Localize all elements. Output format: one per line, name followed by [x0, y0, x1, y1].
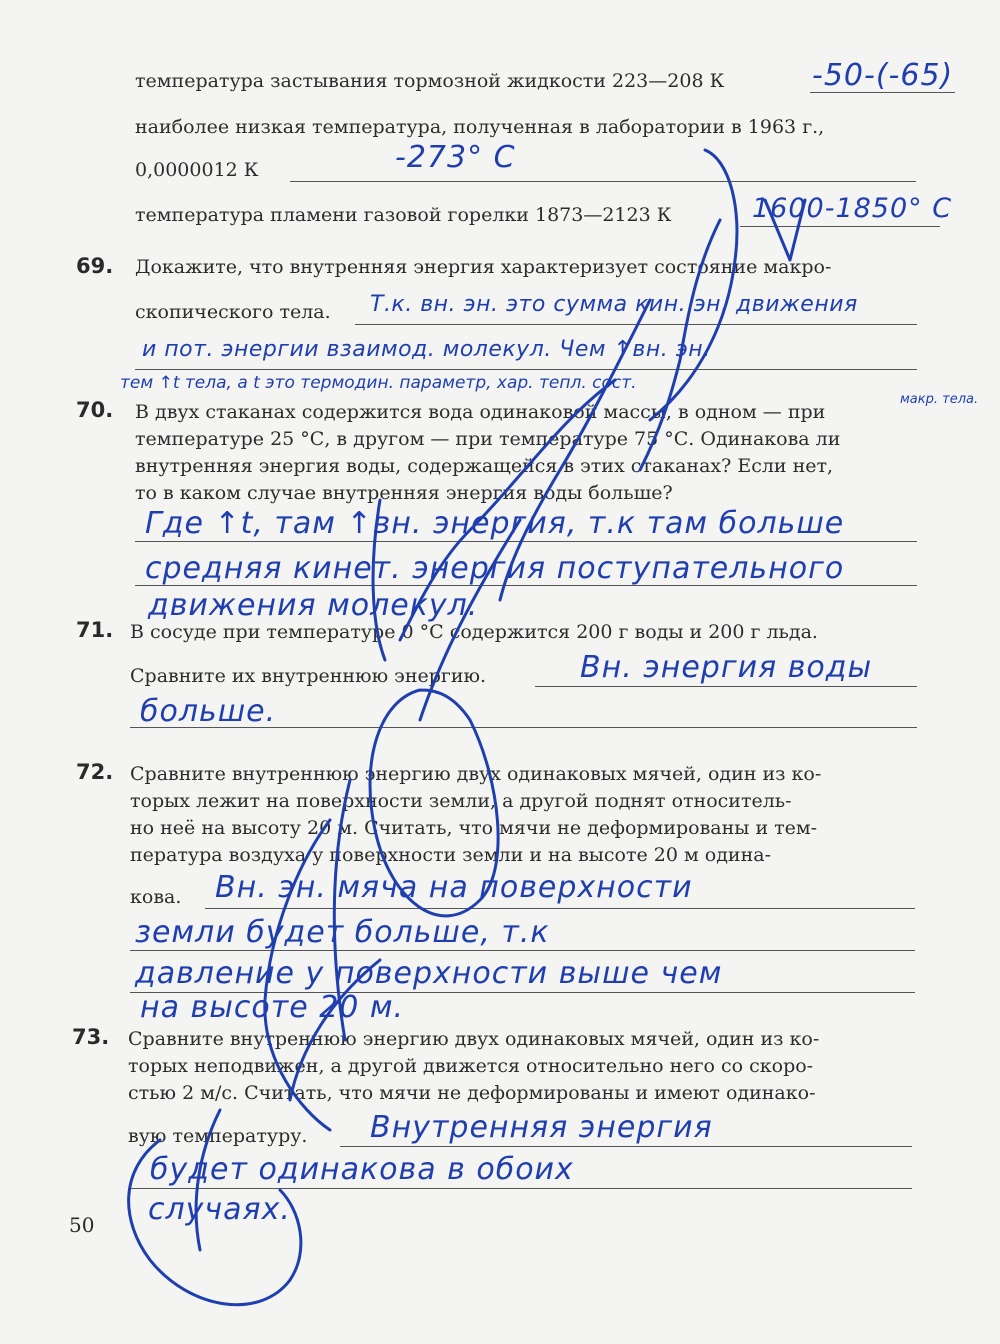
task-line: температуре 25 °С, в другом — при температуре 75 °С. Одинакова ли: [135, 428, 841, 450]
task-line: Сравните внутреннюю энергию двух одинаковых мячей, один из ко-: [130, 763, 822, 785]
task-number: 70.: [76, 398, 114, 422]
handwritten-answer: земли будет больше, т.к: [135, 915, 550, 950]
task-line: пература воздуха у поверхности земли и на высоте 20 м одина-: [130, 844, 772, 866]
task-line: кова.: [130, 886, 182, 908]
handwritten-answer: Внутренняя энергия: [370, 1110, 713, 1145]
handwritten-answer: Т.к. вн. эн. это сумма кин. эн. движения: [370, 292, 858, 317]
answer-line: [535, 686, 917, 687]
task-line: температура застывания тормозной жидкости 223—208 К: [135, 70, 725, 92]
handwritten-answer: -273° C: [395, 140, 516, 175]
handwritten-answer: Вн. энергия воды: [580, 650, 873, 685]
task-line: скопического тела.: [135, 301, 331, 323]
handwritten-answer: и пот. энергии взаимод. молекул. Чем ↑вн. эн.: [142, 337, 711, 362]
task-line: стью 2 м/с. Считать, что мячи не деформированы и имеют одинако-: [128, 1082, 816, 1104]
handwritten-answer: будет одинакова в обоих: [150, 1152, 574, 1187]
task-line: наиболее низкая температура, полученная в лаборатории в 1963 г.,: [135, 116, 825, 138]
task-line: внутренняя энергия воды, содержащейся в этих стаканах? Если нет,: [135, 455, 834, 477]
handwritten-answer: тем ↑t тела, а t это термодин. параметр, хар. тепл. сост.: [120, 373, 637, 393]
task-line: но неё на высоту 20 м. Считать, что мячи не деформированы и тем-: [130, 817, 818, 839]
task-number: 73.: [72, 1025, 110, 1049]
task-line: В двух стаканах содержится вода одинаковой массы, в одном — при: [135, 401, 826, 423]
task-number: 69.: [76, 254, 114, 278]
task-line: 0,0000012 К: [135, 159, 259, 181]
task-line: Докажите, что внутренняя энергия характеризует состояние макро-: [135, 256, 832, 278]
task-line: то в каком случае внутренняя энергия воды больше?: [135, 482, 673, 504]
handwritten-answer: на высоте 20 м.: [140, 990, 405, 1025]
answer-line: [205, 908, 915, 909]
handwritten-answer: давление у поверхности выше чем: [135, 956, 723, 991]
answer-line: [135, 541, 917, 542]
answer-line: [290, 181, 916, 182]
answer-line: [740, 226, 940, 227]
answer-line: [355, 324, 917, 325]
handwritten-answer: 1600-1850° C: [752, 193, 953, 224]
page-number: 50: [69, 1213, 95, 1237]
task-number: 71.: [76, 618, 114, 642]
task-line: В сосуде при температуре 0 °С содержится 200 г воды и 200 г льда.: [130, 621, 818, 643]
handwritten-answer: случаях.: [148, 1192, 291, 1227]
handwritten-answer: движения молекул.: [148, 588, 479, 623]
handwritten-answer: Где ↑t, там ↑вн. энергия, т.к там больше: [145, 506, 845, 541]
handwritten-answer: Вн. эн. мяча на поверхности: [215, 870, 693, 905]
task-number: 72.: [76, 760, 114, 784]
handwritten-answer: средняя кинет. энергия поступательного: [145, 551, 845, 586]
handwritten-answer: -50-(-65): [812, 58, 954, 93]
task-line: температура пламени газовой горелки 1873—2123 К: [135, 204, 672, 226]
task-line: вую температуру.: [128, 1125, 308, 1147]
handwritten-answer: больше.: [140, 694, 277, 729]
task-line: Сравните внутреннюю энергию двух одинаковых мячей, один из ко-: [128, 1028, 820, 1050]
task-line: торых лежит на поверхности земли, а другой поднят относитель-: [130, 790, 792, 812]
answer-line: [135, 369, 917, 370]
handwritten-answer: макр. тела.: [900, 392, 979, 407]
answer-line: [128, 1188, 912, 1189]
answer-line: [130, 950, 915, 951]
answer-line: [340, 1146, 912, 1147]
task-line: торых неподвижен, а другой движется относительно него со скоро-: [128, 1055, 814, 1077]
task-line: Сравните их внутреннюю энергию.: [130, 665, 487, 687]
